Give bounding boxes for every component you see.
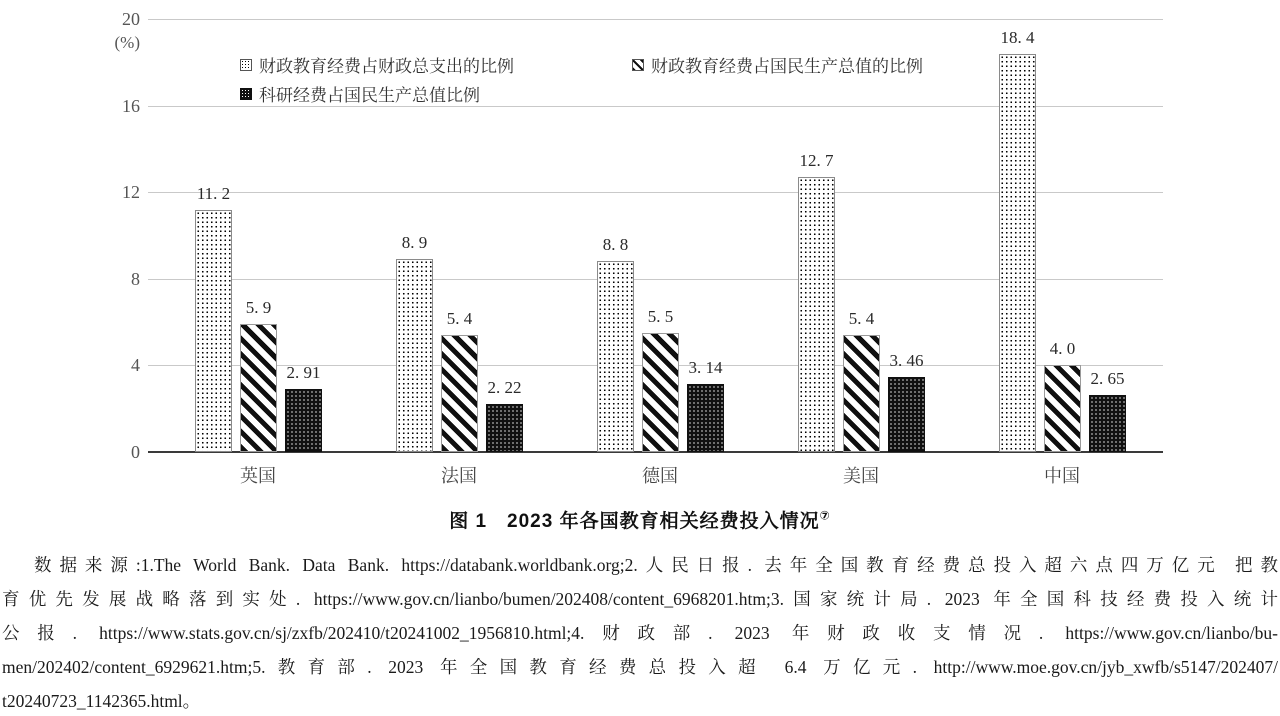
bar-series1-德国 — [597, 261, 634, 452]
bar-series3-德国 — [687, 384, 724, 452]
bar-series2-德国 — [642, 333, 679, 452]
bar-value-label-series2-美国: 5. 4 — [848, 309, 875, 329]
legend-label-series1: 财政教育经费占财政总支出的比例 — [259, 57, 514, 76]
x-category-label-3: 德国 — [642, 466, 678, 486]
bar-value-label-series3-德国: 3. 14 — [688, 358, 723, 378]
bar-series1-法国 — [396, 259, 433, 452]
bar-value-label-series3-法国: 2. 22 — [487, 377, 522, 397]
y-tick-label-20: 20 — [122, 9, 140, 29]
bar-value-label-series3-中国: 2. 65 — [1090, 368, 1125, 388]
bar-value-label-series2-中国: 4. 0 — [1049, 339, 1076, 359]
gridline-y20 — [148, 19, 1163, 20]
bar-value-label-series3-美国: 3. 46 — [889, 351, 924, 371]
legend-item-series2 — [632, 52, 923, 77]
bar-value-label-series3-英国: 2. 91 — [286, 362, 321, 382]
figure-caption-text: 图 1 2023 年各国教育相关经费投入情况 — [449, 511, 820, 532]
source-line-4: men/202402/content_6929621.htm;5.教育部. 2023 年全国教育经费总投入超 6.4 万亿元. http://www.moe.gov.cn/jyb_xwfb/s5147/202407/ — [2, 657, 1278, 677]
bar-series3-美国 — [888, 377, 925, 452]
figure-caption — [0, 506, 1280, 533]
legend-label-series2: 财政教育经费占国民生产总值的比例 — [651, 57, 923, 76]
bar-series2-英国 — [240, 324, 277, 452]
bar-series1-英国 — [195, 210, 232, 452]
bar-series3-英国 — [285, 389, 322, 452]
figure-caption-footnote-mark: ⑦ — [819, 508, 831, 523]
bar-value-label-series2-德国: 5. 5 — [647, 306, 674, 326]
legend-item-series1 — [240, 52, 514, 77]
diagonal-pattern-legend-icon — [632, 59, 644, 71]
bar-series1-中国 — [999, 54, 1036, 452]
x-category-label-5: 中国 — [1044, 466, 1080, 486]
y-tick-label-0: 0 — [131, 442, 140, 462]
y-tick-label-16: 16 — [122, 95, 140, 116]
y-tick-label-4: 4 — [131, 355, 140, 376]
bar-value-label-series1-英国: 11. 2 — [196, 183, 231, 203]
bar-value-label-series1-法国: 8. 9 — [401, 233, 428, 253]
bar-series3-法国 — [486, 404, 523, 452]
x-category-label-4: 美国 — [843, 466, 879, 486]
source-line-2: 育优先发展战略落到实处. https://www.gov.cn/lianbo/bumen/202408/content_6968201.htm;3.国家统计局. 2023 年全国科技经费投入统计 — [2, 589, 1278, 609]
y-tick-label-8: 8 — [131, 268, 140, 289]
x-category-label-2: 法国 — [441, 466, 477, 486]
bar-value-label-series1-中国: 18. 4 — [1000, 27, 1035, 47]
source-note — [2, 548, 1278, 716]
dark-grid-pattern-legend-icon — [240, 88, 252, 100]
legend-label-series3: 科研经费占国民生产总值比例 — [259, 86, 480, 105]
bar-series3-中国 — [1089, 395, 1126, 452]
source-line-3: 公报. https://www.stats.gov.cn/sj/zxfb/202410/t20241002_1956810.html;4.财政部. 2023 年财政收支情况. https://www.gov.cn/lianbo/bu- — [2, 623, 1278, 643]
y-tick-label-12: 12 — [122, 182, 140, 203]
bar-value-label-series1-德国: 8. 8 — [602, 235, 629, 255]
bar-value-label-series1-美国: 12. 7 — [799, 151, 834, 171]
bar-value-label-series2-法国: 5. 4 — [446, 309, 473, 329]
y-axis-unit-label: (%) — [114, 33, 140, 52]
source-line-1: 数据来源:1.The World Bank. Data Bank. https://databank.worldbank.org;2.人民日报. 去年全国教育经费总投入超六点四万亿元 把教 — [34, 555, 1278, 575]
legend-item-series3 — [240, 81, 480, 106]
x-category-label-1: 英国 — [240, 466, 276, 486]
dotted-pattern-legend-icon — [240, 59, 252, 71]
source-line-5: t20240723_1142365.html。 — [2, 691, 201, 711]
bar-value-label-series2-英国: 5. 9 — [245, 298, 272, 318]
